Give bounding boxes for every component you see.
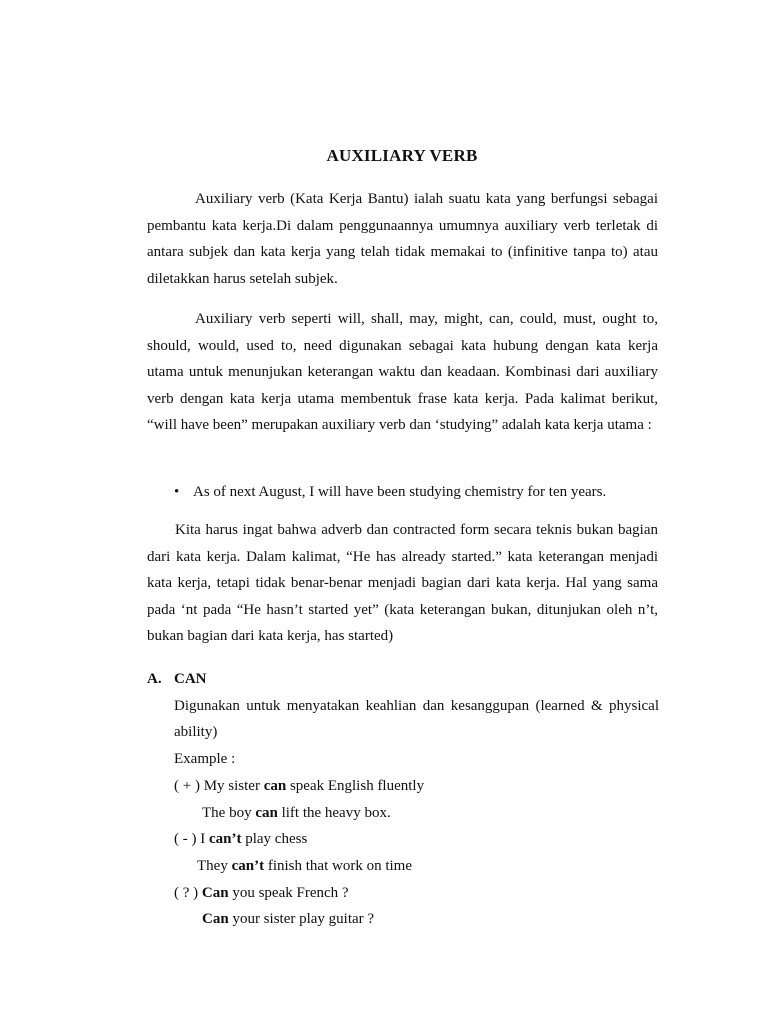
paragraph-1-text: Auxiliary verb (Kata Kerja Bantu) ialah suatu kata yang berfungsi sebagai pembantu kata kerja.Di dalam penggunaannya umumnya auxiliary verb terletak di antara subjek dan kata kerja yang telah tidak memakai to (infinitive tanpa to) atau diletakkan harus setelah subjek. — [147, 191, 658, 287]
example-keyword: can — [255, 804, 278, 821]
paragraph-2-text: Auxiliary verb seperti will, shall, may, might, can, could, must, ought to, should, would, used to, need digunakan sebagai kata hubung dengan kata kerja utama untuk menunjukan keterangan waktu dan keadaan. Kombinasi dari auxiliary verb dengan kata kerja utama membentuk frase kata kerja. Pada kalimat berikut, “will have been” merupakan auxiliary verb dan ‘studying” adalah kata kerja utama : — [147, 311, 658, 433]
example-keyword: can — [263, 777, 287, 794]
example-keyword: Can — [201, 884, 229, 901]
example-keyword: Can — [202, 911, 229, 928]
example-suffix: finish that work on time — [264, 857, 412, 874]
example-prefix: ( + ) My sister — [174, 777, 264, 794]
example-suffix: your sister play guitar ? — [228, 911, 375, 928]
document-title: AUXILIARY VERB — [326, 146, 478, 165]
example-line — [174, 773, 667, 800]
bullet-icon: • — [174, 484, 180, 500]
example-prefix: The boy — [202, 804, 256, 821]
section-can — [147, 666, 667, 933]
bullet-item — [174, 480, 664, 504]
example-prefix: ( - ) I — [174, 831, 209, 848]
section-heading — [147, 666, 667, 693]
paragraph-adverb — [147, 517, 658, 650]
example-label: Example : — [174, 751, 236, 768]
example-prefix: They — [197, 857, 232, 874]
example-suffix: you speak French ? — [228, 884, 349, 901]
paragraph-auxiliary-list — [147, 306, 658, 439]
example-line — [174, 880, 667, 907]
example-line — [174, 906, 667, 933]
section-letter: A. — [147, 671, 162, 687]
example-suffix: lift the heavy box. — [277, 804, 391, 821]
example-keyword: can’t — [208, 831, 242, 848]
example-line — [174, 800, 667, 827]
paragraph-3-text: Kita harus ingat bahwa adverb dan contracted form secara teknis bukan bagian dari kata kerja. Dalam kalimat, “He has already started.” kata keterangan menjadi kata kerja, tetapi tidak benar-benar menjadi bagian dari kata kerja. Hal yang sama pada ‘nt pada “He hasn’t started yet” (kata keterangan bukan, ditunjukan oleh n’t, bukan bagian dari kata kerja, has started) — [147, 522, 658, 644]
bullet-text: As of next August, I will have been studying chemistry for ten years. — [193, 484, 607, 500]
section-body — [174, 693, 667, 933]
example-keyword: can’t — [231, 857, 265, 874]
section-title: CAN — [174, 671, 207, 687]
section-description: Digunakan untuk menyatakan keahlian dan kesanggupan (learned & physical ability) — [174, 697, 659, 741]
example-prefix: ( ? ) — [174, 884, 202, 901]
paragraph-intro — [147, 186, 658, 292]
example-suffix: speak English fluently — [286, 777, 425, 794]
example-line — [174, 853, 667, 880]
example-suffix: play chess — [241, 831, 308, 848]
example-line — [174, 826, 667, 853]
